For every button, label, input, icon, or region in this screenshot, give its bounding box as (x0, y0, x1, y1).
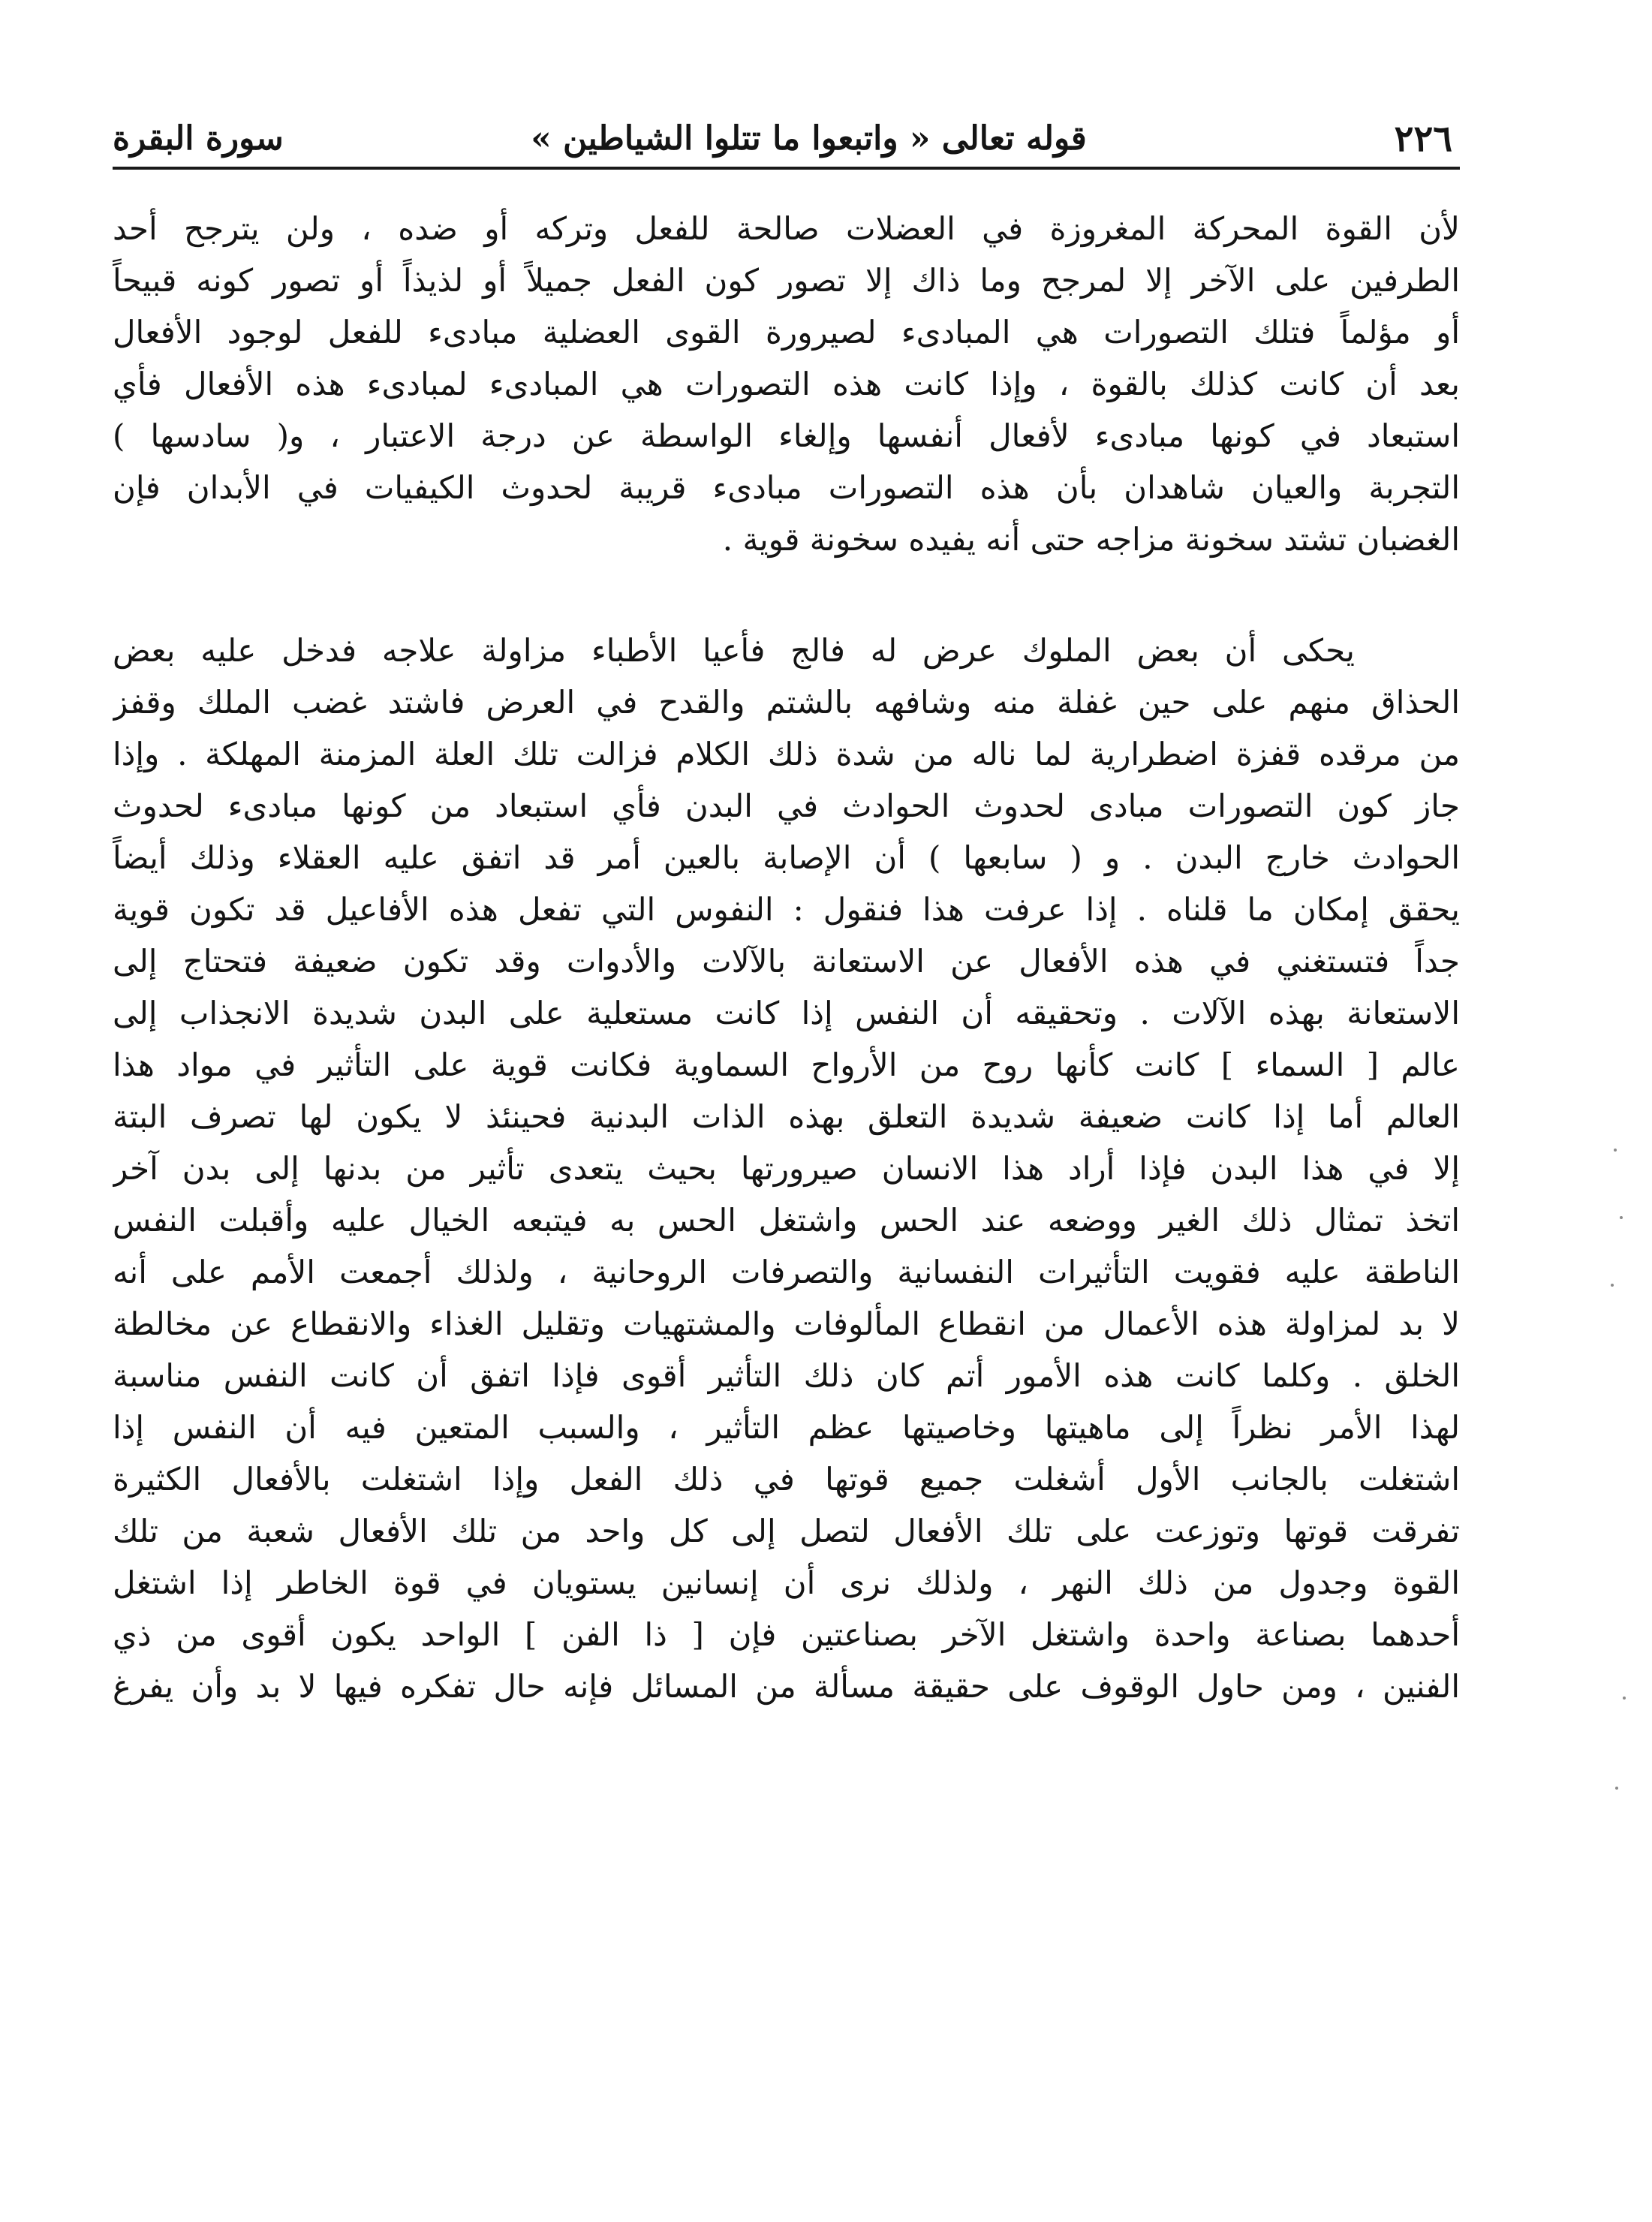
text-line: العالم أما إذا كانت ضعيفة شديدة التعلق بهذه الذات البدنية فحينئذ لا يكون لها تصرف البتة (113, 1098, 1460, 1135)
text-line: لأن القوة المحركة المغروزة في العضلات صالحة للفعل وتركه أو ضده ، ولن يترجح أحد (113, 210, 1460, 247)
text-line: لهذا الأمر نظراً إلى ماهيتها وخاصيتها عظم التأثير ، والسبب المتعين فيه أن النفس إذا (113, 1409, 1460, 1446)
text-line: لا بد لمزاولة هذه الأعمال من انقطاع المألوفات والمشتهيات وتقليل الغذاء والانقطاع عن مخالطة (113, 1305, 1460, 1342)
running-title: قوله تعالى « واتبعوا ما تتلوا الشياطين » (531, 119, 1087, 158)
scan-speck (1614, 1149, 1617, 1152)
paragraph-1 (113, 203, 1460, 565)
text-line: تفرقت قوتها وتوزعت على تلك الأفعال لتصل إلى كل واحد من تلك الأفعال شعبة من تلك (113, 1513, 1460, 1549)
text-line: استبعاد في كونها مبادىء لأفعال أنفسها وإلغاء الواسطة عن درجة الاعتبار ، و( سادسها ) (113, 417, 1460, 454)
page-number: ٢٢٦ (1394, 118, 1452, 160)
text-line: أو مؤلماً فتلك التصورات هي المبادىء لصيرورة القوى العضلية مبادىء للفعل لوجود الأفعال (113, 314, 1460, 351)
text-line: من مرقده قفزة اضطرارية لما ناله من شدة ذلك الكلام فزالت تلك العلة المزمنة المهلكة . وإذا (113, 736, 1460, 772)
text-line: الناطقة عليه فقويت التأثيرات النفسانية والتصرفات الروحانية ، ولذلك أجمعت الأمم على أنه (113, 1254, 1460, 1290)
text-line: الحوادث خارج البدن . و ( سابعها ) أن الإصابة بالعين أمر قد اتفق عليه العقلاء وذلك أيضاً (113, 839, 1460, 876)
text-line: بعد أن كانت كذلك بالقوة ، وإذا كانت هذه التصورات هي المبادىء لمبادىء هذه الأفعال فأي (113, 366, 1460, 402)
surah-name: سورة البقرة (113, 119, 284, 158)
text-line: عالم [ السماء ] كانت كأنها روح من الأرواح السماوية فكانت قوية على التأثير في مواد هذا (113, 1046, 1460, 1083)
text-line: اشتغلت بالجانب الأول أشغلت جميع قوتها في ذلك الفعل وإذا اشتغلت بالأفعال الكثيرة (113, 1461, 1460, 1498)
paragraph-gap (113, 565, 1460, 625)
text-line: الاستعانة بهذه الآلات . وتحقيقه أن النفس إذا كانت مستعلية على البدن شديدة الانجذاب إلى (113, 995, 1460, 1031)
text-line: جداً فتستغني في هذه الأفعال عن الاستعانة بالآلات والأدوات وقد تكون ضعيفة فتحتاج إلى (113, 943, 1460, 980)
text-line: الحذاق منهم على حين غفلة منه وشافهه بالشتم والقدح في العرض فاشتد غضب الملك وقفز (113, 684, 1460, 721)
text-line: أحدهما بصناعة واحدة واشتغل الآخر بصناعتين فإن [ ذا الفن ] الواحد يكون أقوى من ذي (113, 1616, 1460, 1653)
scan-speck (1620, 1216, 1623, 1219)
text-line: الخلق . وكلما كانت هذه الأمور أتم كان ذلك التأثير أقوى فإذا اتفق أن كانت النفس مناسبة (113, 1357, 1460, 1394)
header-rule (113, 167, 1460, 170)
text-line: التجربة والعيان شاهدان بأن هذه التصورات مبادىء قريبة لحدوث الكيفيات في الأبدان فإن (113, 469, 1460, 506)
text-line: القوة وجدول من ذلك النهر ، ولذلك نرى أن إنسانين يستويان في قوة الخاطر إذا اشتغل (113, 1564, 1460, 1601)
text-line: يحقق إمكان ما قلناه . إذا عرفت هذا فنقول : النفوس التي تفعل هذه الأفاعيل قد تكون قوية (113, 891, 1460, 928)
text-line: الغضبان تشتد سخونة مزاجه حتى أنه يفيده سخونة قوية . (722, 521, 1460, 558)
scan-speck (1623, 1697, 1626, 1700)
text-line: الفنين ، ومن حاول الوقوف على حقيقة مسألة من المسائل فإنه حال تفكره فيها لا بد وأن يفرغ (113, 1668, 1460, 1705)
book-page (113, 90, 1460, 2192)
paragraph-2 (113, 625, 1460, 1712)
text-line: جاز كون التصورات مبادى لحدوث الحوادث في البدن فأي استبعاد من كونها مبادىء لحدوث (113, 787, 1460, 824)
text-line: الطرفين على الآخر إلا لمرجح وما ذاك إلا تصور كون الفعل جميلاً أو لذيذاً أو تصور كونه قبيحاً (113, 262, 1460, 299)
text-line: اتخذ تمثال ذلك الغير ووضعه عند الحس واشتغل الحس به فيتبعه الخيال عليه وأقبلت النفس (113, 1202, 1460, 1239)
body-text (113, 203, 1460, 1712)
scan-speck (1615, 1787, 1618, 1790)
running-header (113, 105, 1460, 173)
scan-speck (1611, 1284, 1614, 1287)
text-line: يحكى أن بعض الملوك عرض له فالج فأعيا الأطباء مزاولة علاجه فدخل عليه بعض (113, 632, 1355, 669)
text-line: إلا في هذا البدن فإذا أراد هذا الانسان صيرورتها بحيث يتعدى تأثير من بدنها إلى بدن آخر (113, 1150, 1460, 1187)
